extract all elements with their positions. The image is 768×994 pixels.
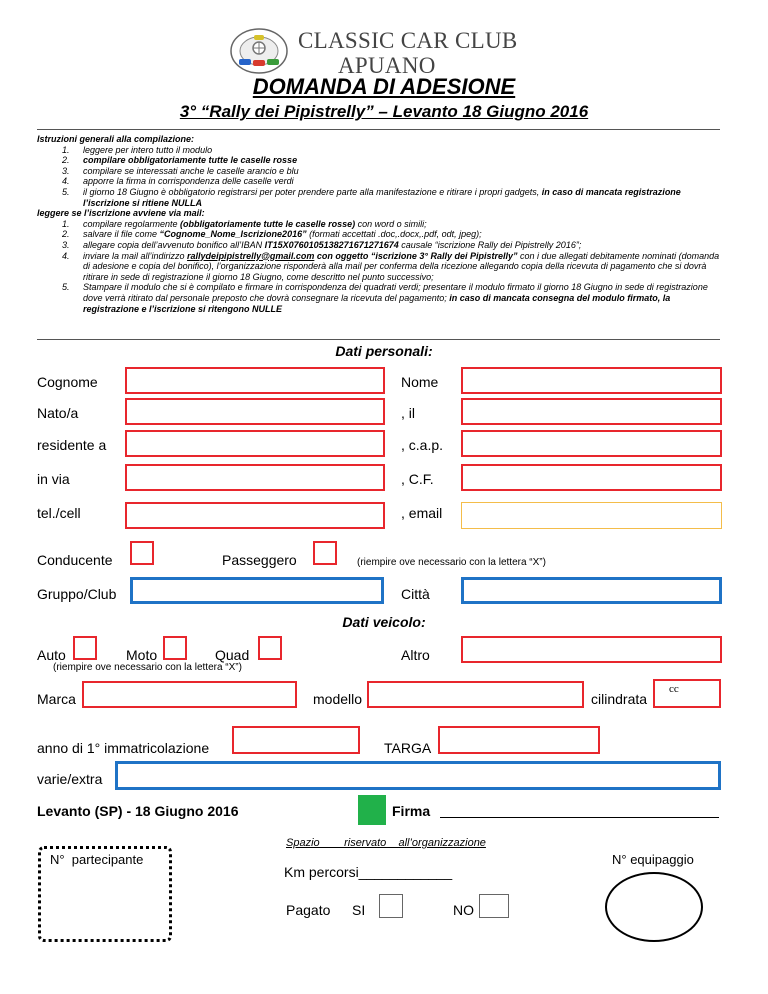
label-tel: tel./cell xyxy=(37,505,81,521)
via-field[interactable] xyxy=(125,464,385,491)
marca-field[interactable] xyxy=(82,681,297,708)
label-via: in via xyxy=(37,471,70,487)
label-data-nascita: , il xyxy=(401,405,415,421)
modello-field[interactable] xyxy=(367,681,584,708)
conducente-checkbox[interactable] xyxy=(130,541,154,565)
label-quad: Quad xyxy=(215,647,250,663)
codice-fiscale-field[interactable] xyxy=(461,464,722,491)
label-marca: Marca xyxy=(37,691,76,707)
label-auto: Auto xyxy=(37,647,66,663)
club-name: CLASSIC CAR CLUB xyxy=(298,28,518,53)
pagato-si-checkbox[interactable] xyxy=(379,894,403,918)
label-targa: TARGA xyxy=(384,740,432,756)
label-email: , email xyxy=(401,505,443,521)
instructions-mail-title: leggere se l’iscrizione avviene via mail: xyxy=(37,208,205,219)
moto-checkbox[interactable] xyxy=(163,636,187,660)
label-nato: Nato/a xyxy=(37,405,79,421)
instruction-item: 2. compilare obbligatoriamente tutte le caselle rosse xyxy=(62,155,298,166)
varie-extra-field[interactable] xyxy=(115,761,721,790)
gruppo-club-field[interactable] xyxy=(130,577,384,604)
label-moto: Moto xyxy=(126,647,158,663)
label-citta: Città xyxy=(401,586,430,602)
signature-line[interactable] xyxy=(440,817,719,818)
label-partecipante: N° partecipante xyxy=(50,852,144,867)
form-title: DOMANDA DI ADESIONE xyxy=(252,74,516,99)
instruction-item: 5. Stampare il modulo che si è compilato e firmare in corrispondenza dei quadrati verdi; presentare il modulo firmato il giorno 18 Giugno in sede di registrazione dove verrà ritirato dal personale preposto che dovrà consegnare la ricevuta del pagamento; in caso di mancata consegna del modulo firmato, la registrazione e l’iscrizione si ritengono NULLE xyxy=(62,282,708,314)
targa-field[interactable] xyxy=(438,726,600,754)
place-date: Levanto (SP) - 18 Giugno 2016 xyxy=(37,803,239,819)
cognome-field[interactable] xyxy=(125,367,385,394)
label-nome: Nome xyxy=(401,374,439,390)
nome-field[interactable] xyxy=(461,367,722,394)
telefono-field[interactable] xyxy=(125,502,385,529)
section-personal-title: Dati personali: xyxy=(335,343,433,359)
instruction-item: 1. compilare regolarmente (obbligatoriamente tutte le caselle rosse) con word o simili; xyxy=(62,218,427,229)
cc-unit: cc xyxy=(669,683,679,695)
instructions-general-title: Istruzioni generali alla compilazione: xyxy=(37,134,195,144)
signature-marker xyxy=(358,795,386,825)
checkbox-note: (riempire ove necessario con la lettera “X”) xyxy=(357,557,546,568)
label-modello: modello xyxy=(313,691,363,707)
email-field[interactable] xyxy=(461,502,722,529)
label-si: SI xyxy=(352,902,366,918)
divider xyxy=(37,339,720,340)
label-immatricolazione: anno di 1° immatricolazione xyxy=(37,740,210,756)
instruction-item: 4. apporre la firma in corrispondenza delle caselle verdi xyxy=(62,176,294,187)
equipaggio-oval xyxy=(605,872,703,942)
quad-checkbox[interactable] xyxy=(258,636,282,660)
instruction-item: 4. inviare la mail all’indirizzo rallydeipipistrelly@gmail.com con oggetto “iscrizione 3° Rally dei Pipistrelly” con i due allegati debitamente nominati (domanda di adesione e copia del bonifico), l’organizzazione risponderà alla mail per conferma della ricezione allegando copia della ricevuta di pagamento che si dovrà ritirare in sede di registrazione il giorno 18 Giugno, come descritto nel punto successivo; xyxy=(62,250,720,282)
checkbox-note: (riempire ove necessario con la lettera “X”) xyxy=(53,662,242,673)
label-passeggero: Passeggero xyxy=(222,552,297,568)
residenza-field[interactable] xyxy=(125,430,385,457)
label-no: NO xyxy=(453,902,474,918)
label-conducente: Conducente xyxy=(37,552,113,568)
citta-field[interactable] xyxy=(461,577,722,604)
auto-checkbox[interactable] xyxy=(73,636,97,660)
label-cognome: Cognome xyxy=(37,374,98,390)
instruction-item: 1. leggere per intero tutto il modulo xyxy=(62,144,213,155)
label-pagato: Pagato xyxy=(286,902,331,918)
reserved-area-title: Spazio riservato all’organizzazione xyxy=(286,837,486,849)
club-logo xyxy=(228,26,290,76)
instruction-item: 5. il giorno 18 Giugno è obbligatorio registrarsi per poter prendere parte alla manifestazione e ritirare i propri gadgets, in caso di mancata registrazione l’iscrizione si ritiene NULLA xyxy=(62,186,681,208)
divider xyxy=(37,129,720,130)
instruction-item: 2. salvare il file come “Cognome_Nome_Iscrizione2016” (formati accettati .doc,.docx,.pdf, odt, jpeg); xyxy=(62,229,482,240)
instructions xyxy=(37,134,722,314)
label-cilindrata: cilindrata xyxy=(591,691,648,707)
km-percorsi: Km percorsi____________ xyxy=(284,864,453,880)
label-gruppo: Gruppo/Club xyxy=(37,586,117,602)
pagato-no-checkbox[interactable] xyxy=(479,894,509,918)
immatricolazione-field[interactable] xyxy=(232,726,360,754)
instruction-item: 3. compilare se interessati anche le caselle arancio e blu xyxy=(62,165,299,176)
passeggero-checkbox[interactable] xyxy=(313,541,337,565)
cilindrata-field[interactable] xyxy=(653,679,721,708)
label-varie: varie/extra xyxy=(37,771,103,787)
label-residente: residente a xyxy=(37,437,107,453)
label-altro: Altro xyxy=(401,647,430,663)
event-subtitle: 3° “Rally dei Pipistrelly” – Levanto 18 Giugno 2016 xyxy=(179,102,589,121)
instruction-item: 3. allegare copia dell’avvenuto bonifico all’IBAN IT15X0760105138271671271674 causale “iscrizione Rally dei Pipistrelly 2016”; xyxy=(62,239,582,250)
section-vehicle-title: Dati veicolo: xyxy=(342,614,426,630)
luogo-nascita-field[interactable] xyxy=(125,398,385,425)
email-link[interactable]: rallydeipipistrelly@gmail.com xyxy=(187,250,315,261)
altro-field[interactable] xyxy=(461,636,722,663)
label-cf: , C.F. xyxy=(401,471,434,487)
cap-field[interactable] xyxy=(461,430,722,457)
label-equipaggio: N° equipaggio xyxy=(612,852,694,867)
club-city: APUANO xyxy=(338,53,436,78)
label-firma: Firma xyxy=(392,803,431,819)
data-nascita-field[interactable] xyxy=(461,398,722,425)
label-cap: , c.a.p. xyxy=(401,437,444,453)
